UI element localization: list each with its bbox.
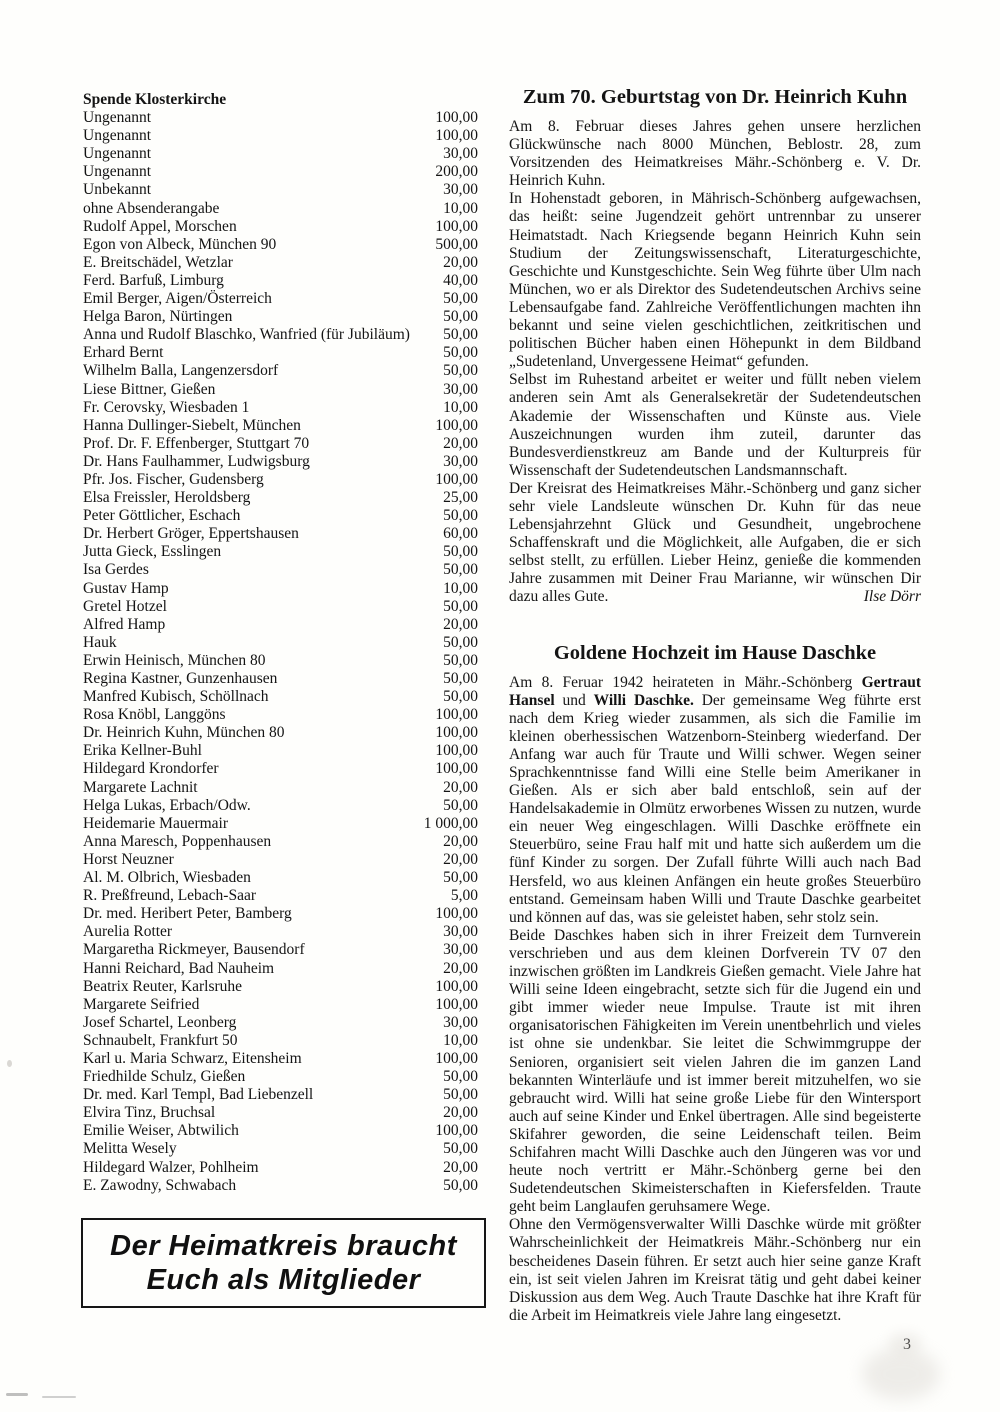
donor-name: Gretel Hotzel: [83, 597, 167, 615]
donor-name: Melitta Wesely: [83, 1140, 177, 1158]
donor-name: Hanni Reichard, Bad Nauheim: [83, 959, 275, 977]
donor-name: Unbekannt: [83, 181, 152, 199]
donor-name: Helga Baron, Nürtingen: [83, 308, 233, 326]
donation-amount: 10,00: [443, 579, 478, 597]
donation-amount: 30,00: [443, 380, 478, 398]
donation-amount: 30,00: [443, 452, 478, 470]
paragraph: Beide Daschkes haben sich in ihrer Freizeit dem Turnverein verschrieben und aus dem kleinen Dorfverein TV 07 den inzwischen größten im Landkreis Gießen gemacht. Viele Jahre hat Willi seine Ideen eingebracht, setzte sich für die Jugend ein und gibt immer wieder neue Impulse. Traute ist mit ihren organisatorischen Fähigkeiten im Verein unentbehrlich und vieles ist ohne sie undenkbar. Sie leitet die Schwimmgruppe der Senioren, organisiert seit vielen Jahren die im ganzen Land bekannten Winterläufe und ist immer bereit mitzuhelfen, wo sie gebraucht wird. Willi hat seine große Liebe für den Wintersport auch auf seine Kinder und Enkel übertragen. Alle sind begeisterte Skifahrer geworden, die seine Leidenschaft teilen. Beim Schifahren macht Willi Daschke auch den Jüngeren was vor und heute noch vertritt er Mähr.-Schönberg gerne bei den Sudetendeutschen Skimeisterschaften in Kiefersfelden. Traute geht beim Langlaufen geruhsamere Wege.: [509, 926, 921, 1216]
donation-row: [83, 634, 478, 652]
paragraph: Am 8. Februar dieses Jahres gehen unsere herzlichen Glückwünsche nach 8000 München, Beblostr. 28, zum Vorsitzenden des Heimatkreises Mähr.-Schönberg e. V. Dr. Heinrich Kuhn.: [509, 118, 921, 190]
donation-amount: 100,00: [435, 706, 478, 724]
donor-name: Hauk: [83, 633, 117, 651]
donation-row: [83, 507, 478, 525]
paragraph: Ohne den Vermögensverwalter Willi Daschke würde mit größter Wahrscheinlichkeit der Heimatkreis Mähr.-Schönberg nur ein bescheidenes Dasein führen. Er setzt auch hier seine ganze Kraft ein, ist seit vielen Jahren im Kreisrat tätig und geht dabei keiner Diskussion aus dem Weg. Auch Traute Daschke hat ihre Kraft für die Arbeit im Heimatkreis viele Jahre lang eingesetzt.: [509, 1216, 921, 1324]
donor-name: Elvira Tinz, Bruchsal: [83, 1104, 216, 1122]
donor-name: R. Preßfreund, Lebach-Saar: [83, 887, 257, 905]
membership-box-line-2: Euch als Mitglieder: [146, 1264, 421, 1296]
donation-row: [83, 435, 478, 453]
donation-amount: 20,00: [443, 253, 478, 271]
donor-name: Regina Kastner, Gunzenhausen: [83, 670, 278, 687]
donation-row: [83, 996, 478, 1014]
donation-row: [83, 616, 478, 634]
donor-name: Beatrix Reuter, Karlsruhe: [83, 977, 243, 995]
donation-row: [83, 218, 478, 236]
donation-row: [83, 833, 478, 851]
donation-amount: 50,00: [443, 597, 478, 615]
donor-name: Ungenannt: [83, 127, 152, 145]
donor-name: Gustav Hamp: [83, 579, 169, 597]
donation-amount: 50,00: [443, 326, 478, 344]
donation-amount: 10,00: [443, 1031, 478, 1049]
kuhn-paragraphs: [509, 118, 921, 607]
donation-amount: 50,00: [443, 507, 478, 525]
donor-name: ohne Absenderangabe: [83, 199, 220, 217]
scan-edge-mark: [42, 1396, 76, 1398]
donor-name: Egon von Albeck, München 90: [83, 235, 277, 253]
donation-amount: 30,00: [443, 923, 478, 941]
donor-name: Ungenannt: [83, 163, 152, 181]
donor-name: Manfred Kubisch, Schöllnach: [83, 688, 269, 706]
donation-row: [83, 815, 478, 833]
donation-amount: 20,00: [443, 1158, 478, 1176]
donor-name: Emil Berger, Aigen/Österreich: [83, 290, 272, 308]
donor-name: Al. M. Olbrich, Wiesbaden: [83, 869, 251, 887]
donation-row: [83, 688, 478, 706]
donor-name: Peter Göttlicher, Eschach: [83, 507, 241, 525]
donation-amount: 50,00: [443, 543, 478, 561]
donation-amount: 5,00: [450, 887, 478, 905]
donation-row: [83, 561, 478, 579]
donation-row: [83, 163, 478, 181]
donation-row: [83, 471, 478, 489]
scan-smudge: [888, 1332, 922, 1354]
donation-amount: 10,00: [443, 398, 478, 416]
donation-row: [83, 652, 478, 670]
donation-row: [83, 941, 478, 959]
donor-name: Erika Kellner-Buhl: [83, 742, 202, 760]
donation-row: [83, 580, 478, 598]
donation-row: [83, 706, 478, 724]
donor-name: Rosa Knöbl, Langgöns: [83, 706, 226, 724]
donation-row: [83, 742, 478, 760]
donation-amount: 50,00: [443, 1068, 478, 1086]
donor-name: Ferd. Barfuß, Limburg: [83, 271, 224, 289]
donation-row: [83, 181, 478, 199]
donation-row: [83, 960, 478, 978]
donor-name: Elsa Freissler, Heroldsberg: [83, 489, 251, 507]
donation-row: [83, 1032, 478, 1050]
donation-row: [83, 308, 478, 326]
donation-amount: 100,00: [435, 416, 478, 434]
donation-row: [83, 1140, 478, 1158]
donation-row: [83, 724, 478, 742]
paragraph: In Hohenstadt geboren, in Mährisch-Schönberg aufgewachsen, das heißt: seine Jugendzeit gehört untrennbar zu unserer Heimatstadt. Nach Kriegsende begann Heinrich Kuhn sein Studium der Zeitungswissenschaft, Literaturgeschichte, Geschichte und Kunstgeschichte. Sein Weg führte über Ulm nach München, wo er als Direktor des Sudetendeutschen Archivs seine Lebensaufgabe fand. Zahlreiche Veröffentlichungen machten ihn bekannt und seine vielen geschichtlichen, zeitkritischen und politischen Bücher haben einen Höhepunkt in dem Bildband „Sudetenland, Unvergessene Heimat“ gefunden.: [509, 190, 921, 371]
donation-amount: 50,00: [443, 633, 478, 651]
donation-amount: 30,00: [443, 941, 478, 959]
donation-row: [83, 399, 478, 417]
author-signature: Ilse Dörr: [863, 588, 921, 606]
donation-row: [83, 923, 478, 941]
donor-name: Hildegard Walzer, Pohlheim: [83, 1158, 259, 1176]
donor-name: Friedhilde Schulz, Gießen: [83, 1068, 246, 1086]
donation-list: [83, 109, 478, 1195]
donation-amount: 200,00: [435, 163, 478, 181]
donation-amount: 100,00: [435, 724, 478, 742]
scan-edge-mark: [6, 1393, 28, 1396]
donation-amount: 50,00: [443, 688, 478, 706]
scan-edge-mark: [7, 1060, 12, 1067]
donation-row: [83, 978, 478, 996]
donor-name: Liese Bittner, Gießen: [83, 380, 216, 398]
donation-row: [83, 236, 478, 254]
donation-row: [83, 109, 478, 127]
donor-name: Josef Schartel, Leonberg: [83, 1013, 237, 1031]
donation-amount: 50,00: [443, 308, 478, 326]
donation-row: [83, 1086, 478, 1104]
donation-amount: 30,00: [443, 145, 478, 163]
donation-row: [83, 272, 478, 290]
donation-amount: 100,00: [435, 1122, 478, 1140]
donation-amount: 20,00: [443, 1104, 478, 1122]
donation-row: [83, 851, 478, 869]
donation-row: [83, 525, 478, 543]
donor-name: Anna Maresch, Poppenhausen: [83, 832, 272, 850]
donation-row: [83, 670, 478, 688]
donation-amount: 100,00: [435, 995, 478, 1013]
article-kuhn: [509, 85, 921, 607]
donation-amount: 60,00: [443, 525, 478, 543]
donation-row: [83, 417, 478, 435]
donation-amount: 20,00: [443, 832, 478, 850]
paragraph: Der Kreisrat des Heimatkreises Mähr.-Schönberg und ganz sicher sehr viele Landsleute wünschen Dr. Kuhn für das neue Lebensjahrzehnt Glück und Gesundheit, ungebrochene Schaffenskraft und die Möglichkeit, alle Aufgaben, die er sich selbst stellt, zu erfüllen. Lieber Heinz, genieße die kommenden Jahre zusammen mit Deiner Frau Marianne, wir wünschen Dir dazu alles Gute. Ilse Dörr: [509, 479, 921, 606]
donation-amount: 50,00: [443, 869, 478, 887]
donor-name: Hildegard Krondorfer: [83, 760, 219, 778]
donation-row: [83, 543, 478, 561]
donation-list-section: [83, 91, 478, 1195]
donor-name: Dr. Heinrich Kuhn, München 80: [83, 724, 285, 742]
donation-row: [83, 905, 478, 923]
donation-amount: 30,00: [443, 181, 478, 199]
article-kuhn-title: Zum 70. Geburtstag von Dr. Heinrich Kuhn: [522, 86, 908, 108]
donation-amount: 100,00: [435, 217, 478, 235]
donor-name: Margarete Seifried: [83, 995, 200, 1013]
donation-amount: 20,00: [443, 778, 478, 796]
donor-name: Dr. med. Karl Templ, Bad Liebenzell: [83, 1086, 314, 1104]
donation-row: [83, 1177, 478, 1195]
donation-amount: 50,00: [443, 561, 478, 579]
donor-name: Margarete Lachnit: [83, 778, 198, 796]
donation-amount: 40,00: [443, 271, 478, 289]
donation-row: [83, 1104, 478, 1122]
donation-row: [83, 887, 478, 905]
donation-amount: 20,00: [443, 850, 478, 868]
donation-amount: 100,00: [435, 1049, 478, 1067]
donation-row: [83, 1122, 478, 1140]
donation-row: [83, 326, 478, 344]
donor-name: Heidemarie Mauermair: [83, 814, 229, 832]
donation-row: [83, 344, 478, 362]
donation-amount: 30,00: [443, 1013, 478, 1031]
donation-amount: 100,00: [435, 127, 478, 145]
donor-name: Dr. med. Heribert Peter, Bamberg: [83, 905, 292, 923]
donor-name: Anna und Rudolf Blaschko, Wanfried (für Jubiläum): [83, 326, 410, 344]
donation-row: [83, 145, 478, 163]
donor-name: Margaretha Rickmeyer, Bausendorf: [83, 941, 305, 959]
donor-name: Erhard Bernt: [83, 344, 164, 362]
donor-name: Helga Lukas, Erbach/Odw.: [83, 796, 251, 814]
donor-name: Pfr. Jos. Fischer, Gudensberg: [83, 470, 264, 488]
page-number: 3: [903, 1336, 911, 1353]
scan-smudge: [862, 1348, 940, 1400]
donation-amount: 1 000,00: [423, 814, 478, 832]
donation-row: [83, 381, 478, 399]
donation-row: [83, 1050, 478, 1068]
article-daschke-title: Goldene Hochzeit im Hause Daschke: [553, 641, 877, 664]
donation-amount: 100,00: [435, 742, 478, 760]
donor-name: Wilhelm Balla, Langenzersdorf: [83, 362, 279, 380]
donation-row: [83, 760, 478, 778]
donation-row: [83, 1159, 478, 1177]
donation-row: [83, 290, 478, 308]
donor-name: E. Breitschädel, Wetzlar: [83, 253, 233, 271]
donation-amount: 50,00: [443, 290, 478, 308]
donation-row: [83, 598, 478, 616]
donor-name: Schnaubelt, Frankfurt 50: [83, 1031, 238, 1049]
donation-amount: 100,00: [435, 760, 478, 778]
donor-name: Ungenannt: [83, 109, 152, 127]
donation-row: [83, 1014, 478, 1032]
donation-amount: 100,00: [435, 977, 478, 995]
donation-row: [83, 489, 478, 507]
donation-row: [83, 362, 478, 380]
donation-row: [83, 254, 478, 272]
membership-box: [81, 1218, 486, 1308]
donor-name: Aurelia Rotter: [83, 923, 173, 941]
donation-amount: 20,00: [443, 959, 478, 977]
donor-name: Prof. Dr. F. Effenberger, Stuttgart 70: [83, 434, 310, 452]
donation-amount: 100,00: [435, 905, 478, 923]
donation-row: [83, 779, 478, 797]
donation-amount: 50,00: [443, 796, 478, 814]
donation-amount: 20,00: [443, 615, 478, 633]
donor-name: Emilie Weiser, Abtwilich: [83, 1122, 239, 1140]
articles-column: [509, 85, 921, 1325]
donation-amount: 10,00: [443, 199, 478, 217]
donor-name: Erwin Heinisch, München 80: [83, 651, 266, 669]
donation-amount: 50,00: [443, 1086, 478, 1104]
donor-name: Hanna Dullinger-Siebelt, München: [83, 416, 301, 434]
donation-amount: 50,00: [443, 1176, 478, 1194]
donation-amount: 100,00: [435, 109, 478, 127]
paragraph: Am 8. Feruar 1942 heirateten in Mähr.-Schönberg Gertraut Hansel und Willi Daschke. Der gemeinsame Weg führte erst nach dem Krieg wieder zusammen, als sich die Familie im kleinen oberhessischen Watzenborn-Steinberg wiederfand. Der Anfang war auch für Traute und Willi schwer. Wegen seiner Sprachkenntnisse fand Willi eine Stelle beim Amerikaner in Gießen. Als er sich aber bald entschloß, sein auf der Handelsakademie in Olmütz erworbenes Wissen zu nutzen, wurde ein neuer Weg eingeschlagen. Willi Daschke eröffnete ein Steuerbüro, seine Frau half mit und hatte sich außerdem um die fünf Kinder zu sorgen. Der Zufall führte Willi auch nach Bad Hersfeld, wo aus kleinen Anfängen ein heute großes Steuerbüro entstand. Gemeinsam haben Willi und Traute Daschke gearbeitet und können auf das, was sie geleistet haben, sehr stolz sein.: [509, 673, 922, 926]
donor-name: E. Zawodny, Schwabach: [83, 1176, 237, 1194]
donor-name: Alfred Hamp: [83, 615, 166, 633]
donation-amount: 50,00: [443, 344, 478, 362]
donor-name: Horst Neuzner: [83, 850, 174, 868]
donation-amount: 20,00: [443, 434, 478, 452]
donation-amount: 50,00: [443, 362, 478, 380]
paragraph: Selbst im Ruhestand arbeitet er weiter und füllt neben vielem anderen sein Amt als Generalsekretär der Sudetendeutschen Akademie der Wissenschaften und Künste aus. Viele Auszeichnungen wurden ihm zuteil, darunter das Bundesverdienstkreuz am Bande und der Kulturpreis für Wissenschaft der Sudetendeutschen Landsmannschaft.: [509, 371, 921, 479]
donation-row: [83, 453, 478, 471]
donor-name: Fr. Cerovsky, Wiesbaden 1: [83, 398, 250, 416]
donor-name: Dr. Hans Faulhammer, Ludwigsburg: [83, 452, 310, 470]
donation-row: [83, 127, 478, 145]
article-daschke: [509, 641, 921, 1325]
donation-row: [83, 797, 478, 815]
membership-box-line-1: Der Heimatkreis braucht: [110, 1230, 457, 1262]
donation-amount: 25,00: [443, 489, 478, 507]
donor-name: Karl u. Maria Schwarz, Eitensheim: [83, 1049, 302, 1067]
donation-row: [83, 869, 478, 887]
donor-name: Rudolf Appel, Morschen: [83, 217, 237, 235]
donor-name: Jutta Gieck, Esslingen: [83, 543, 222, 561]
donation-amount: 50,00: [443, 1140, 478, 1158]
donor-name: Isa Gerdes: [83, 561, 149, 579]
donation-amount: 50,00: [443, 651, 478, 669]
donation-amount: 100,00: [435, 470, 478, 488]
daschke-paragraphs: [509, 674, 921, 1325]
donor-name: Ungenannt: [83, 145, 152, 163]
donation-amount: 50,00: [443, 670, 478, 687]
donation-amount: 500,00: [435, 235, 478, 253]
donation-row: [83, 200, 478, 218]
donor-name: Dr. Herbert Gröger, Eppertshausen: [83, 525, 299, 543]
donation-row: [83, 1068, 478, 1086]
donation-list-title: Spende Klosterkirche: [83, 91, 227, 108]
